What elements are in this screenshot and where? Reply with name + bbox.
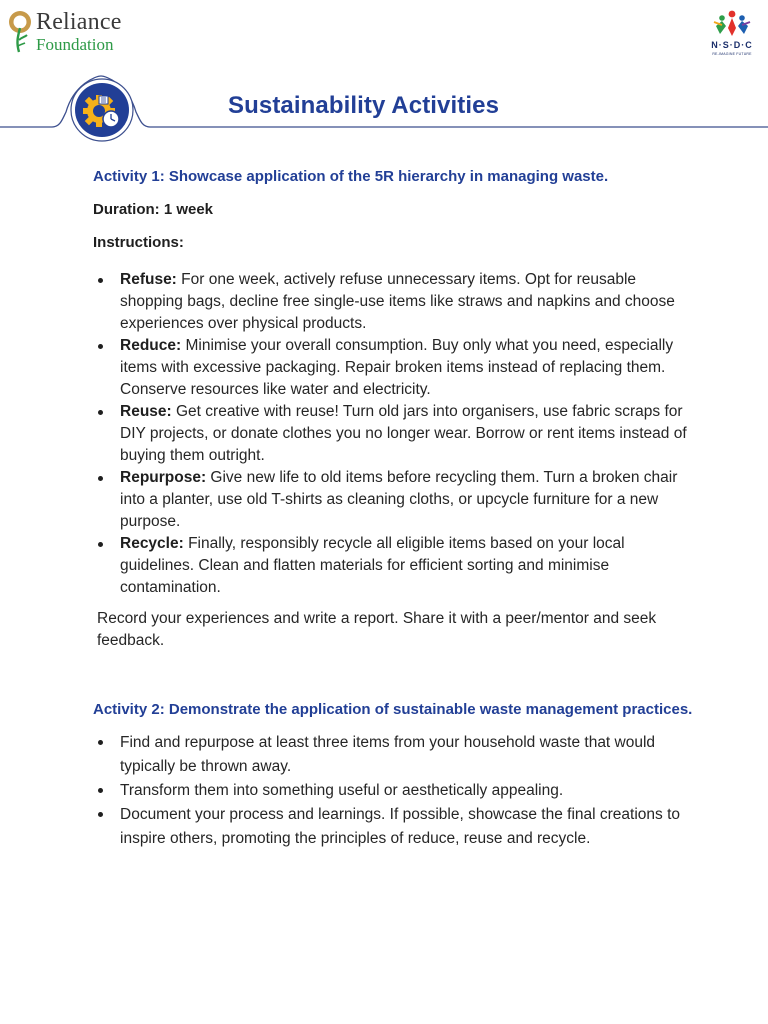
list-item: Document your process and learnings. If possible, showcase the final creations to inspire others, promoting the principles of reduce, reuse and recycle. xyxy=(93,803,693,851)
list-item xyxy=(93,533,693,599)
list-item-term: Reduce: xyxy=(120,337,182,354)
gear-clock-icon xyxy=(70,78,134,142)
list-item-text: Give new life to old items before recycling them. Turn a broken chair into a planter, use old T-shirts as cleaning cloths, or upcycle furniture for a new purpose. xyxy=(120,469,678,530)
list-item xyxy=(93,269,693,335)
reliance-foundation-logo xyxy=(8,10,122,54)
activity-1-instructions-label: Instructions: xyxy=(93,234,184,251)
list-item-text: Get creative with reuse! Turn old jars into organisers, use fabric scraps for DIY projects, or donate clothes you no longer wear. Borrow or rent items instead of buying them outright. xyxy=(120,403,687,464)
list-item-term: Repurpose: xyxy=(120,469,207,486)
page-title: Sustainability Activities xyxy=(228,92,500,119)
activity-1-duration: Duration: 1 week xyxy=(93,201,214,218)
nsdc-letters: N·S·D·C xyxy=(711,40,753,50)
list-item-text: For one week, actively refuse unnecessary items. Opt for reusable shopping bags, decline free single-use items like straws and napkins and choose experiences over physical products. xyxy=(120,271,675,332)
list-item xyxy=(93,335,693,401)
list-item-term: Recycle: xyxy=(120,535,184,552)
activity-2-list xyxy=(93,731,693,851)
activity-1-list xyxy=(93,269,693,599)
activity-2-heading: Activity 2: Demonstrate the application of sustainable waste management practices. xyxy=(93,701,693,718)
list-item-term: Refuse: xyxy=(120,271,177,288)
nsdc-tagline: RE-IMAGINE FUTURE xyxy=(712,52,752,56)
list-item-text: Finally, responsibly recycle all eligible items based on your local guidelines. Clean and flatten materials for efficient sorting and minimise contamination. xyxy=(120,535,625,596)
list-item: Find and repurpose at least three items from your household waste that would typically be thrown away. xyxy=(93,731,693,779)
nsdc-logo-icon xyxy=(704,8,760,40)
title-band xyxy=(0,70,768,150)
activity-1-heading: Activity 1: Showcase application of the 5R hierarchy in managing waste. xyxy=(93,168,609,185)
main-content xyxy=(93,165,693,851)
list-item xyxy=(93,467,693,533)
reliance-foundation-logo-icon xyxy=(8,10,34,54)
nsdc-logo xyxy=(704,8,760,58)
list-item-term: Reuse: xyxy=(120,403,172,420)
list-item: Transform them into something useful or aesthetically appealing. xyxy=(93,779,693,803)
reliance-logo-text: Reliance xyxy=(36,9,122,35)
list-item-text: Minimise your overall consumption. Buy only what you need, especially items with excessive packaging. Repair broken items instead of replacing them. Conserve resources like water and electricity. xyxy=(120,337,674,398)
activity-1-closing: Record your experiences and write a report. Share it with a peer/mentor and seek feedback. xyxy=(97,610,657,649)
list-item xyxy=(93,401,693,467)
foundation-logo-text: Foundation xyxy=(36,35,114,54)
